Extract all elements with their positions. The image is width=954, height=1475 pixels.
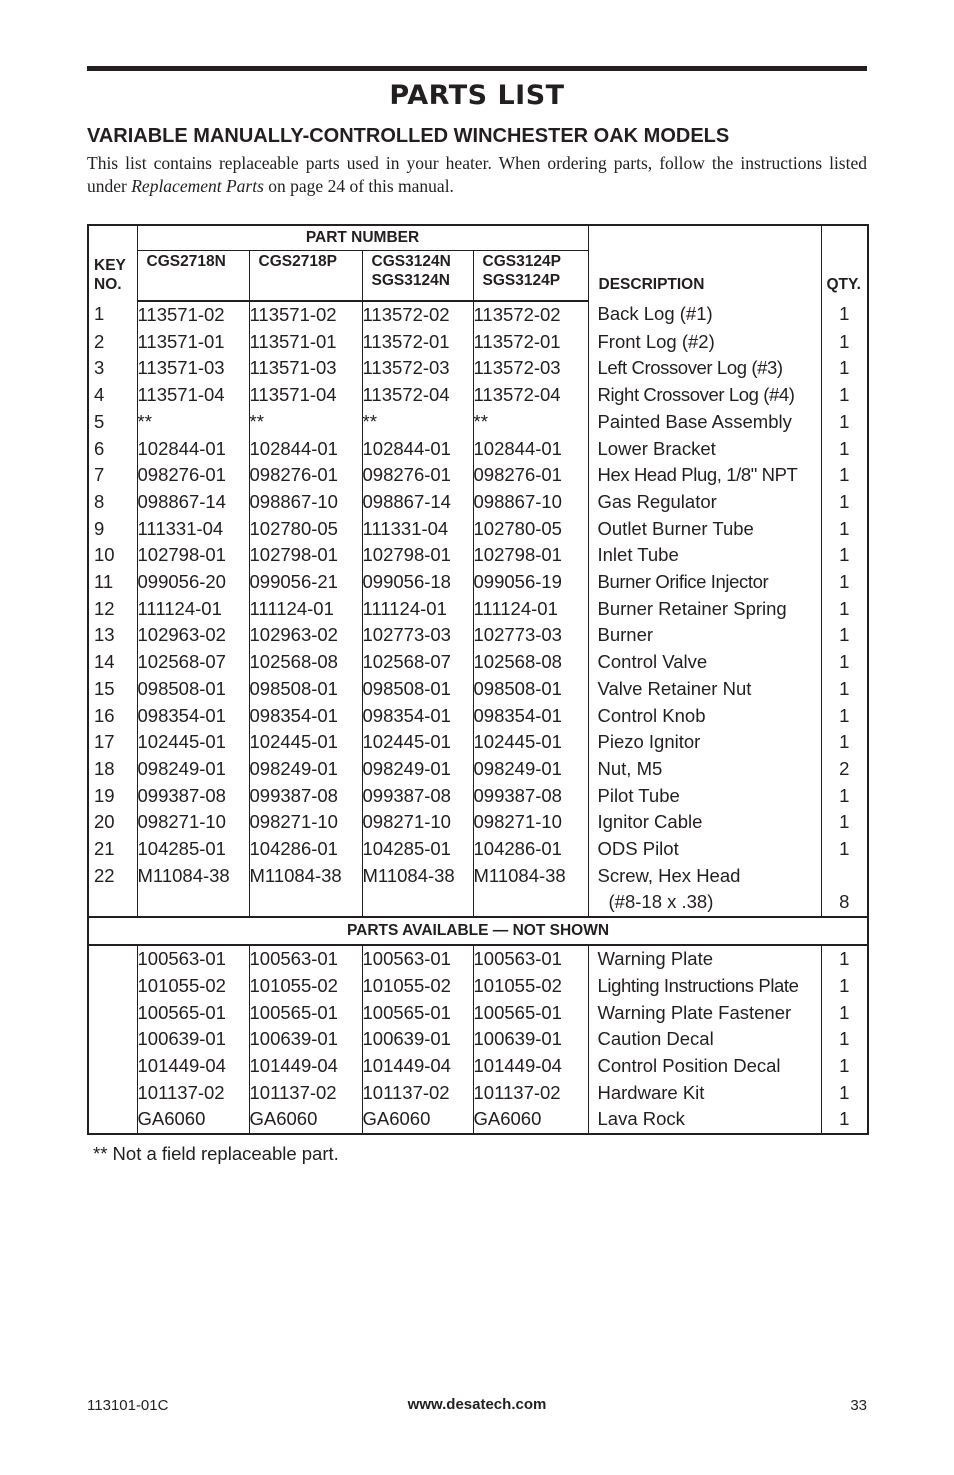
table-row <box>88 945 868 973</box>
qty-cell: 1 <box>821 1106 868 1134</box>
qty-cell: 1 <box>821 783 868 810</box>
part-number-cell: 104285-01 <box>362 836 473 863</box>
part-number-cell: 100563-01 <box>473 945 588 973</box>
part-number-cell: 098508-01 <box>137 676 249 703</box>
part-number-cell: 102780-05 <box>473 516 588 543</box>
part-number-cell: 098867-14 <box>137 489 249 516</box>
part-number-cell: 101449-04 <box>137 1053 249 1080</box>
part-number-cell: 099387-08 <box>362 783 473 810</box>
part-number-cell: M11084-38 <box>249 863 362 917</box>
description-cell: Front Log (#2) <box>588 329 821 356</box>
part-number-cell: GA6060 <box>362 1106 473 1134</box>
qty-cell: 1 <box>821 462 868 489</box>
part-number-cell: 098867-10 <box>249 489 362 516</box>
part-number-cell: 098508-01 <box>473 676 588 703</box>
part-number-cell: 111124-01 <box>362 596 473 623</box>
key-cell: 4 <box>88 382 137 409</box>
description-cell: Gas Regulator <box>588 489 821 516</box>
key-cell: 5 <box>88 409 137 436</box>
qty-cell: 1 <box>821 516 868 543</box>
key-cell: 12 <box>88 596 137 623</box>
key-cell: 7 <box>88 462 137 489</box>
table-row <box>88 489 868 516</box>
part-number-cell: 099056-18 <box>362 569 473 596</box>
key-cell: 10 <box>88 542 137 569</box>
part-number-cell: 100639-01 <box>137 1026 249 1053</box>
part-number-cell: 113572-02 <box>362 301 473 329</box>
part-number-cell: 098276-01 <box>249 462 362 489</box>
part-number-cell: 102568-07 <box>362 649 473 676</box>
key-header <box>88 225 137 301</box>
key-cell <box>88 1000 137 1027</box>
part-number-cell: 101449-04 <box>249 1053 362 1080</box>
key-cell: 9 <box>88 516 137 543</box>
part-number-cell: 102844-01 <box>473 436 588 463</box>
qty-cell: 1 <box>821 973 868 1000</box>
key-cell: 22 <box>88 863 137 917</box>
key-header-line1: KEY <box>94 256 126 274</box>
part-number-cell: 113572-04 <box>362 382 473 409</box>
description-cell: Burner Retainer Spring <box>588 596 821 623</box>
part-number-cell: 113572-04 <box>473 382 588 409</box>
part-number-cell: M11084-38 <box>473 863 588 917</box>
qty-cell: 1 <box>821 542 868 569</box>
description-cell <box>588 863 821 917</box>
description-cell: Lower Bracket <box>588 436 821 463</box>
part-number-cell: 102798-01 <box>473 542 588 569</box>
table-row <box>88 622 868 649</box>
part-number-cell: 098354-01 <box>362 703 473 730</box>
part-number-cell: 102445-01 <box>137 729 249 756</box>
part-number-cell: 102844-01 <box>137 436 249 463</box>
description-cell: Lava Rock <box>588 1106 821 1134</box>
part-number-cell: 101137-02 <box>249 1080 362 1107</box>
part-number-cell: 113572-02 <box>473 301 588 329</box>
qty-cell: 1 <box>821 676 868 703</box>
part-number-cell: 113571-04 <box>137 382 249 409</box>
table-row <box>88 329 868 356</box>
part-number-cell: 104285-01 <box>137 836 249 863</box>
description-cell: Caution Decal <box>588 1026 821 1053</box>
section-heading: VARIABLE MANUALLY-CONTROLLED WINCHESTER OAK MODELS <box>87 125 730 147</box>
part-number-cell: M11084-38 <box>362 863 473 917</box>
qty-cell: 1 <box>821 1000 868 1027</box>
parts-table <box>87 224 869 1135</box>
table-row <box>88 355 868 382</box>
part-number-cell: 098276-01 <box>137 462 249 489</box>
model-header <box>137 251 249 302</box>
key-cell: 3 <box>88 355 137 382</box>
part-number-cell: 101137-02 <box>137 1080 249 1107</box>
part-number-cell: 113572-01 <box>362 329 473 356</box>
table-row <box>88 809 868 836</box>
description-cell: ODS Pilot <box>588 836 821 863</box>
part-number-cell: 100563-01 <box>362 945 473 973</box>
intro-text: This list contains replaceable parts used in your heater. When ordering parts, follow the instructions listed under <box>87 153 867 196</box>
qty-cell: 1 <box>821 436 868 463</box>
part-number-cell: 111331-04 <box>137 516 249 543</box>
qty-cell: 1 <box>821 649 868 676</box>
part-number-cell: 113571-04 <box>249 382 362 409</box>
part-number-cell: 101055-02 <box>362 973 473 1000</box>
part-number-cell: 111124-01 <box>249 596 362 623</box>
part-number-cell: 100639-01 <box>249 1026 362 1053</box>
part-number-cell: 099387-08 <box>249 783 362 810</box>
part-number-cell: GA6060 <box>137 1106 249 1134</box>
part-number-cell: 102798-01 <box>249 542 362 569</box>
description-cell: Control Position Decal <box>588 1053 821 1080</box>
part-number-cell: 101055-02 <box>249 973 362 1000</box>
top-rule <box>87 66 867 71</box>
key-cell <box>88 973 137 1000</box>
part-number-cell: 113571-03 <box>137 355 249 382</box>
part-number-cell: 102798-01 <box>137 542 249 569</box>
intro-text-end: on page 24 of this manual. <box>263 176 454 196</box>
key-cell: 15 <box>88 676 137 703</box>
part-number-cell: ** <box>137 409 249 436</box>
description-cell: Control Knob <box>588 703 821 730</box>
qty-cell: 1 <box>821 355 868 382</box>
part-number-cell: 102780-05 <box>249 516 362 543</box>
part-number-cell: 098354-01 <box>473 703 588 730</box>
model-header-line1: CGS2718N <box>146 253 226 270</box>
model-header-line1: CGS2718P <box>258 253 337 270</box>
table-row <box>88 1026 868 1053</box>
intro-paragraph <box>87 152 867 198</box>
key-cell <box>88 1080 137 1107</box>
qty-cell: 1 <box>821 622 868 649</box>
model-header-line1: CGS3124N <box>371 253 451 270</box>
footnote: ** Not a field replaceable part. <box>93 1143 339 1164</box>
part-number-cell: 102568-07 <box>137 649 249 676</box>
qty-cell: 1 <box>821 1026 868 1053</box>
key-cell: 18 <box>88 756 137 783</box>
part-number-cell: 098867-14 <box>362 489 473 516</box>
qty-cell: 1 <box>821 409 868 436</box>
table-row <box>88 836 868 863</box>
part-number-cell: 101055-02 <box>473 973 588 1000</box>
qty-cell: 1 <box>821 382 868 409</box>
part-number-cell: 102798-01 <box>362 542 473 569</box>
qty-cell: 1 <box>821 1053 868 1080</box>
description-cell: Valve Retainer Nut <box>588 676 821 703</box>
part-number-cell: 098276-01 <box>473 462 588 489</box>
qty-cell: 1 <box>821 809 868 836</box>
part-number-cell: 098249-01 <box>362 756 473 783</box>
part-number-cell: 102963-02 <box>249 622 362 649</box>
part-number-cell: 098354-01 <box>137 703 249 730</box>
part-number-cell: 098271-10 <box>473 809 588 836</box>
description-cell: Hex Head Plug, 1/8" NPT <box>588 462 821 489</box>
model-header-line2: SGS3124N <box>371 272 450 289</box>
table-row <box>88 382 868 409</box>
table-row <box>88 729 868 756</box>
available-header: PARTS AVAILABLE — NOT SHOWN <box>88 917 868 945</box>
part-number-cell: 113572-03 <box>473 355 588 382</box>
part-number-cell: 102445-01 <box>473 729 588 756</box>
page-number: 33 <box>850 1397 867 1414</box>
key-header-line2: NO. <box>94 275 122 293</box>
key-cell: 21 <box>88 836 137 863</box>
available-header-row <box>88 917 868 945</box>
part-number-cell: 111331-04 <box>362 516 473 543</box>
qty-cell: 1 <box>821 945 868 973</box>
part-number-cell: 102568-08 <box>473 649 588 676</box>
description-cell: Left Crossover Log (#3) <box>588 355 821 382</box>
part-number-cell: 111124-01 <box>473 596 588 623</box>
part-number-cell: 098271-10 <box>362 809 473 836</box>
key-cell: 8 <box>88 489 137 516</box>
description-line2: (#8-18 x .38) <box>608 891 714 913</box>
part-number-cell: 102844-01 <box>249 436 362 463</box>
qty-header: QTY. <box>821 225 868 301</box>
table-row <box>88 863 868 917</box>
qty-cell: 2 <box>821 756 868 783</box>
table-row <box>88 676 868 703</box>
part-number-cell: 101137-02 <box>362 1080 473 1107</box>
part-number-cell: 113571-02 <box>249 301 362 329</box>
key-cell <box>88 1053 137 1080</box>
part-number-cell: 113571-03 <box>249 355 362 382</box>
part-number-cell: 101449-04 <box>362 1053 473 1080</box>
table-row <box>88 542 868 569</box>
description-cell: Warning Plate Fastener <box>588 1000 821 1027</box>
table-row <box>88 569 868 596</box>
description-cell: Control Valve <box>588 649 821 676</box>
part-number-cell: 099056-19 <box>473 569 588 596</box>
part-number-header: PART NUMBER <box>137 225 588 251</box>
key-cell: 20 <box>88 809 137 836</box>
qty-cell: 1 <box>821 301 868 329</box>
part-number-cell: ** <box>249 409 362 436</box>
description-cell: Piezo Ignitor <box>588 729 821 756</box>
part-number-cell: 098508-01 <box>362 676 473 703</box>
key-cell: 1 <box>88 301 137 329</box>
part-number-cell: 104286-01 <box>249 836 362 863</box>
part-number-cell: 102773-03 <box>362 622 473 649</box>
description-cell: Right Crossover Log (#4) <box>588 382 821 409</box>
part-number-cell: 100563-01 <box>249 945 362 973</box>
part-number-cell: 100565-01 <box>362 1000 473 1027</box>
model-header <box>473 251 588 302</box>
key-cell: 11 <box>88 569 137 596</box>
table-row <box>88 436 868 463</box>
description-cell: Back Log (#1) <box>588 301 821 329</box>
intro-emphasis: Replacement Parts <box>131 176 264 196</box>
part-number-cell: 098249-01 <box>249 756 362 783</box>
part-number-cell: 098271-10 <box>137 809 249 836</box>
part-number-cell: GA6060 <box>473 1106 588 1134</box>
key-cell <box>88 1026 137 1053</box>
table-row <box>88 649 868 676</box>
table-row <box>88 301 868 329</box>
table-row <box>88 462 868 489</box>
part-number-cell: ** <box>362 409 473 436</box>
table-row <box>88 409 868 436</box>
qty-cell: 1 <box>821 489 868 516</box>
table-row <box>88 703 868 730</box>
qty-cell: 1 <box>821 1080 868 1107</box>
part-number-cell: 113571-01 <box>137 329 249 356</box>
part-number-cell: 100565-01 <box>249 1000 362 1027</box>
model-header-line2: SGS3124P <box>482 272 561 289</box>
description-line1: Screw, Hex Head <box>597 864 741 886</box>
part-number-cell: 098249-01 <box>137 756 249 783</box>
qty-cell: 1 <box>821 596 868 623</box>
part-number-cell: ** <box>473 409 588 436</box>
description-cell: Lighting Instructions Plate <box>588 973 821 1000</box>
part-number-cell: GA6060 <box>249 1106 362 1134</box>
key-cell <box>88 945 137 973</box>
table-row <box>88 1053 868 1080</box>
part-number-cell: 101137-02 <box>473 1080 588 1107</box>
part-number-cell: 099056-20 <box>137 569 249 596</box>
part-number-cell: 111124-01 <box>137 596 249 623</box>
table-row <box>88 756 868 783</box>
part-number-cell: M11084-38 <box>137 863 249 917</box>
key-cell: 17 <box>88 729 137 756</box>
part-number-cell: 099056-21 <box>249 569 362 596</box>
part-number-cell: 100639-01 <box>473 1026 588 1053</box>
table-row <box>88 973 868 1000</box>
qty-cell: 1 <box>821 569 868 596</box>
description-cell: Ignitor Cable <box>588 809 821 836</box>
part-number-cell: 100565-01 <box>473 1000 588 1027</box>
part-number-cell: 101055-02 <box>137 973 249 1000</box>
part-number-cell: 099387-08 <box>137 783 249 810</box>
part-number-cell: 104286-01 <box>473 836 588 863</box>
doc-number: 113101-01C <box>87 1397 169 1414</box>
key-cell: 6 <box>88 436 137 463</box>
qty-cell: 1 <box>821 329 868 356</box>
part-number-cell: 102773-03 <box>473 622 588 649</box>
qty-cell: 8 <box>821 863 868 917</box>
part-number-cell: 102445-01 <box>362 729 473 756</box>
description-cell: Burner <box>588 622 821 649</box>
key-cell: 14 <box>88 649 137 676</box>
table-row <box>88 1106 868 1134</box>
description-cell: Nut, M5 <box>588 756 821 783</box>
part-number-cell: 102844-01 <box>362 436 473 463</box>
key-cell: 16 <box>88 703 137 730</box>
part-number-cell: 098867-10 <box>473 489 588 516</box>
description-cell: Warning Plate <box>588 945 821 973</box>
qty-cell: 1 <box>821 729 868 756</box>
part-number-cell: 098276-01 <box>362 462 473 489</box>
part-number-cell: 098354-01 <box>249 703 362 730</box>
part-number-cell: 100639-01 <box>362 1026 473 1053</box>
qty-cell: 1 <box>821 703 868 730</box>
table-row <box>88 596 868 623</box>
part-number-cell: 102963-02 <box>137 622 249 649</box>
key-cell: 13 <box>88 622 137 649</box>
key-cell: 2 <box>88 329 137 356</box>
description-cell: Burner Orifice Injector <box>588 569 821 596</box>
part-number-cell: 098271-10 <box>249 809 362 836</box>
part-number-cell: 100565-01 <box>137 1000 249 1027</box>
model-header-line1: CGS3124P <box>482 253 561 270</box>
part-number-cell: 113572-03 <box>362 355 473 382</box>
part-number-cell: 099387-08 <box>473 783 588 810</box>
description-cell: Inlet Tube <box>588 542 821 569</box>
description-cell: Outlet Burner Tube <box>588 516 821 543</box>
part-number-cell: 102568-08 <box>249 649 362 676</box>
table-row <box>88 1000 868 1027</box>
description-header: DESCRIPTION <box>588 225 821 301</box>
qty-cell: 1 <box>821 836 868 863</box>
key-cell <box>88 1106 137 1134</box>
table-row <box>88 1080 868 1107</box>
part-number-cell: 113571-02 <box>137 301 249 329</box>
part-number-cell: 101449-04 <box>473 1053 588 1080</box>
part-number-cell: 113571-01 <box>249 329 362 356</box>
part-number-cell: 102445-01 <box>249 729 362 756</box>
part-number-cell: 098508-01 <box>249 676 362 703</box>
part-number-cell: 113572-01 <box>473 329 588 356</box>
part-number-cell: 098249-01 <box>473 756 588 783</box>
website-link[interactable]: www.desatech.com <box>407 1396 547 1413</box>
table-row <box>88 783 868 810</box>
page-title: PARTS LIST <box>389 80 565 111</box>
table-row <box>88 516 868 543</box>
model-header <box>249 251 362 302</box>
description-cell: Pilot Tube <box>588 783 821 810</box>
description-cell: Painted Base Assembly <box>588 409 821 436</box>
model-header <box>362 251 473 302</box>
description-cell: Hardware Kit <box>588 1080 821 1107</box>
key-cell: 19 <box>88 783 137 810</box>
part-number-cell: 100563-01 <box>137 945 249 973</box>
